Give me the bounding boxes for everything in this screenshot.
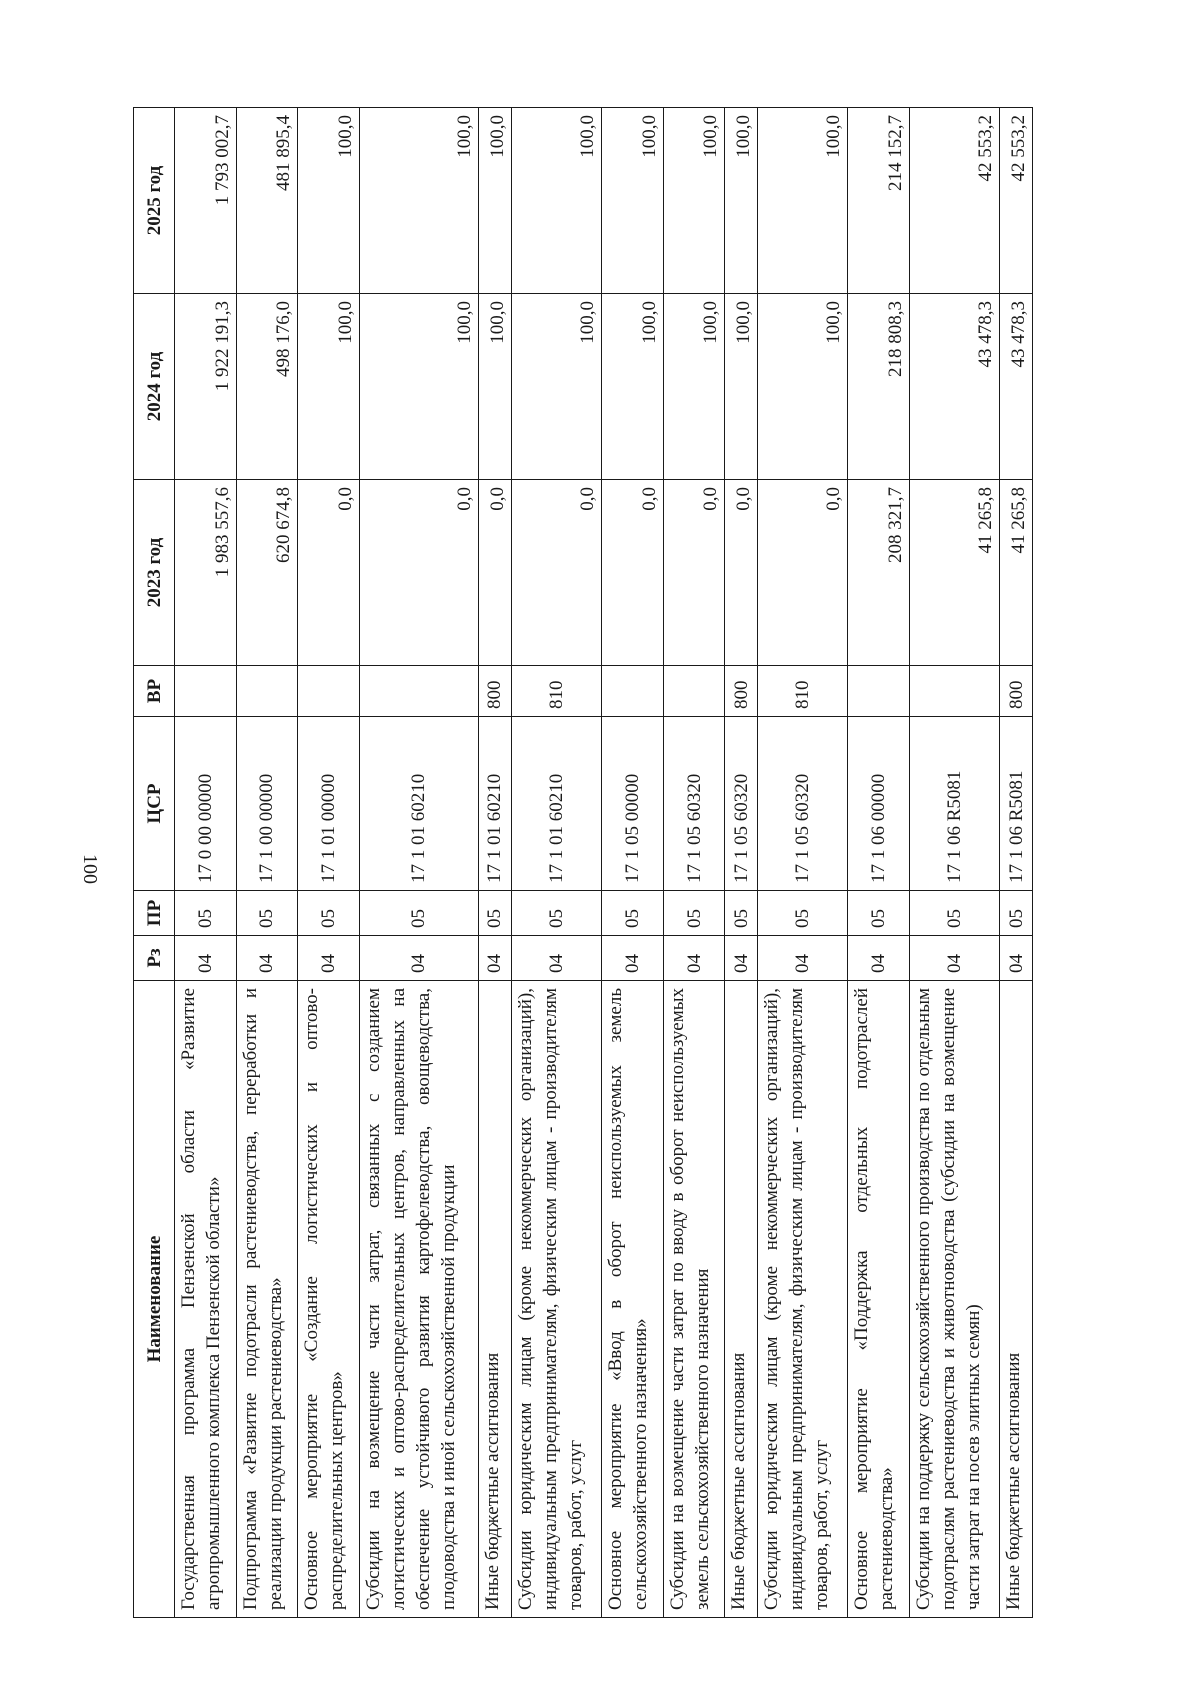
cell-2023: 41 265,8 — [909, 480, 1000, 666]
cell-2023: 0,0 — [602, 480, 664, 666]
cell-vr: 800 — [479, 666, 512, 717]
cell-vr — [663, 666, 725, 717]
cell-pr: 05 — [298, 891, 360, 936]
table-header-row — [134, 108, 175, 1618]
table-body — [175, 108, 1033, 1618]
table-row — [1000, 108, 1033, 1618]
cell-2025: 100,0 — [479, 108, 512, 294]
cell-csr: 17 0 00 00000 — [175, 717, 237, 891]
cell-csr: 17 1 01 60210 — [479, 717, 512, 891]
cell-vr — [298, 666, 360, 717]
cell-vr — [848, 666, 910, 717]
cell-rz: 04 — [909, 936, 1000, 981]
cell-name: Субсидии юридическим лицам (кроме некоммерческих организаций), индивидуальным предпринимателям, физическим лицам - производителям товаров, работ, услуг — [511, 981, 602, 1618]
cell-pr: 05 — [175, 891, 237, 936]
cell-2024: 498 176,0 — [236, 294, 298, 480]
cell-vr: 810 — [511, 666, 602, 717]
cell-rz: 04 — [1000, 936, 1033, 981]
cell-name: Иные бюджетные ассигнования — [1000, 981, 1033, 1618]
table-row — [848, 108, 910, 1618]
cell-2023: 0,0 — [725, 480, 758, 666]
cell-2023: 0,0 — [298, 480, 360, 666]
cell-rz: 04 — [511, 936, 602, 981]
cell-vr — [909, 666, 1000, 717]
cell-rz: 04 — [757, 936, 848, 981]
cell-pr: 05 — [602, 891, 664, 936]
header-2025: 2025 год — [134, 108, 175, 294]
cell-2024: 1 922 191,3 — [175, 294, 237, 480]
cell-2024: 43 478,3 — [909, 294, 1000, 480]
cell-2025: 100,0 — [663, 108, 725, 294]
cell-2023: 0,0 — [479, 480, 512, 666]
cell-pr: 05 — [909, 891, 1000, 936]
cell-name: Иные бюджетные ассигнования — [725, 981, 758, 1618]
cell-rz: 04 — [236, 936, 298, 981]
cell-csr: 17 1 01 60210 — [359, 717, 479, 891]
cell-rz: 04 — [663, 936, 725, 981]
cell-csr: 17 1 06 R5081 — [1000, 717, 1033, 891]
table-row — [175, 108, 237, 1618]
cell-2025: 100,0 — [602, 108, 664, 294]
cell-name: Субсидии юридическим лицам (кроме некоммерческих организаций), индивидуальным предпринимателям, физическим лицам - производителям товаров, работ, услуг — [757, 981, 848, 1618]
header-vr: ВР — [134, 666, 175, 717]
cell-2024: 43 478,3 — [1000, 294, 1033, 480]
cell-2024: 100,0 — [725, 294, 758, 480]
table-row — [479, 108, 512, 1618]
cell-csr: 17 1 05 60320 — [725, 717, 758, 891]
header-pr: ПР — [134, 891, 175, 936]
rotated-page-content — [133, 108, 1033, 1618]
cell-csr: 17 1 01 60210 — [511, 717, 602, 891]
table-row — [757, 108, 848, 1618]
cell-2023: 620 674,8 — [236, 480, 298, 666]
cell-csr: 17 1 01 00000 — [298, 717, 360, 891]
cell-name: Основное мероприятие «Ввод в оборот неиспользуемых земель сельскохозяйственного назначения» — [602, 981, 664, 1618]
cell-2025: 42 553,2 — [909, 108, 1000, 294]
cell-rz: 04 — [359, 936, 479, 981]
cell-pr: 05 — [725, 891, 758, 936]
cell-2025: 100,0 — [359, 108, 479, 294]
cell-2023: 0,0 — [663, 480, 725, 666]
cell-vr — [602, 666, 664, 717]
cell-rz: 04 — [479, 936, 512, 981]
cell-2025: 42 553,2 — [1000, 108, 1033, 294]
cell-2025: 1 793 002,7 — [175, 108, 237, 294]
table-row — [359, 108, 479, 1618]
cell-name: Иные бюджетные ассигнования — [479, 981, 512, 1618]
cell-csr: 17 1 05 00000 — [602, 717, 664, 891]
budget-table — [133, 107, 1033, 1618]
cell-rz: 04 — [602, 936, 664, 981]
cell-name: Подпрограмма «Развитие подотрасли растениеводства, переработки и реализации продукции растениеводства» — [236, 981, 298, 1618]
cell-2024: 100,0 — [757, 294, 848, 480]
cell-name: Субсидии на возмещение части затрат по вводу в оборот неиспользуемых земель сельскохозяйственного назначения — [663, 981, 725, 1618]
cell-name: Субсидии на поддержку сельскохозяйственного производства по отдельным подотраслям растениеводства и животноводства (субсидии на возмещение части затрат на посев элитных семян) — [909, 981, 1000, 1618]
cell-name: Государственная программа Пензенской области «Развитие агропромышленного комплекса Пензенской области» — [175, 981, 237, 1618]
cell-2025: 100,0 — [757, 108, 848, 294]
cell-2024: 100,0 — [359, 294, 479, 480]
cell-rz: 04 — [175, 936, 237, 981]
cell-pr: 05 — [848, 891, 910, 936]
cell-2023: 1 983 557,6 — [175, 480, 237, 666]
cell-2023: 41 265,8 — [1000, 480, 1033, 666]
cell-rz: 04 — [848, 936, 910, 981]
cell-vr — [175, 666, 237, 717]
cell-pr: 05 — [236, 891, 298, 936]
header-csr: ЦСР — [134, 717, 175, 891]
cell-2023: 0,0 — [757, 480, 848, 666]
cell-pr: 05 — [663, 891, 725, 936]
cell-pr: 05 — [1000, 891, 1033, 936]
cell-vr — [359, 666, 479, 717]
cell-name: Субсидии на возмещение части затрат, связанных с созданием логистических и оптово-распределительных центров, направленных на обеспечение устойчивого развития картофелеводства, овощеводства, плодоводства и иной сельскохозяйственной продукции — [359, 981, 479, 1618]
page-number: 100 — [79, 854, 101, 884]
cell-vr: 800 — [725, 666, 758, 717]
cell-csr: 17 1 06 00000 — [848, 717, 910, 891]
cell-2024: 100,0 — [479, 294, 512, 480]
cell-csr: 17 1 00 00000 — [236, 717, 298, 891]
cell-csr: 17 1 05 60320 — [663, 717, 725, 891]
cell-pr: 05 — [511, 891, 602, 936]
cell-2025: 100,0 — [511, 108, 602, 294]
table-row — [236, 108, 298, 1618]
cell-2024: 100,0 — [298, 294, 360, 480]
cell-2024: 100,0 — [663, 294, 725, 480]
header-rz: Рз — [134, 936, 175, 981]
cell-rz: 04 — [725, 936, 758, 981]
table-row — [909, 108, 1000, 1618]
cell-vr: 810 — [757, 666, 848, 717]
cell-pr: 05 — [359, 891, 479, 936]
table-row — [298, 108, 360, 1618]
cell-vr — [236, 666, 298, 717]
cell-2023: 0,0 — [359, 480, 479, 666]
table-row — [602, 108, 664, 1618]
cell-2025: 100,0 — [298, 108, 360, 294]
cell-2024: 218 808,3 — [848, 294, 910, 480]
cell-2024: 100,0 — [602, 294, 664, 480]
header-name: Наименование — [134, 981, 175, 1618]
cell-name: Основное мероприятие «Создание логистических и оптово-распределительных центров» — [298, 981, 360, 1618]
cell-pr: 05 — [757, 891, 848, 936]
cell-name: Основное мероприятие «Поддержка отдельных подотраслей растениеводства» — [848, 981, 910, 1618]
cell-2025: 214 152,7 — [848, 108, 910, 294]
cell-2023: 208 321,7 — [848, 480, 910, 666]
cell-2024: 100,0 — [511, 294, 602, 480]
cell-2023: 0,0 — [511, 480, 602, 666]
cell-2025: 100,0 — [725, 108, 758, 294]
header-2024: 2024 год — [134, 294, 175, 480]
cell-pr: 05 — [479, 891, 512, 936]
header-2023: 2023 год — [134, 480, 175, 666]
table-row — [511, 108, 602, 1618]
cell-csr: 17 1 06 R5081 — [909, 717, 1000, 891]
cell-csr: 17 1 05 60320 — [757, 717, 848, 891]
cell-2025: 481 895,4 — [236, 108, 298, 294]
cell-vr: 800 — [1000, 666, 1033, 717]
cell-rz: 04 — [298, 936, 360, 981]
table-row — [725, 108, 758, 1618]
table-row — [663, 108, 725, 1618]
